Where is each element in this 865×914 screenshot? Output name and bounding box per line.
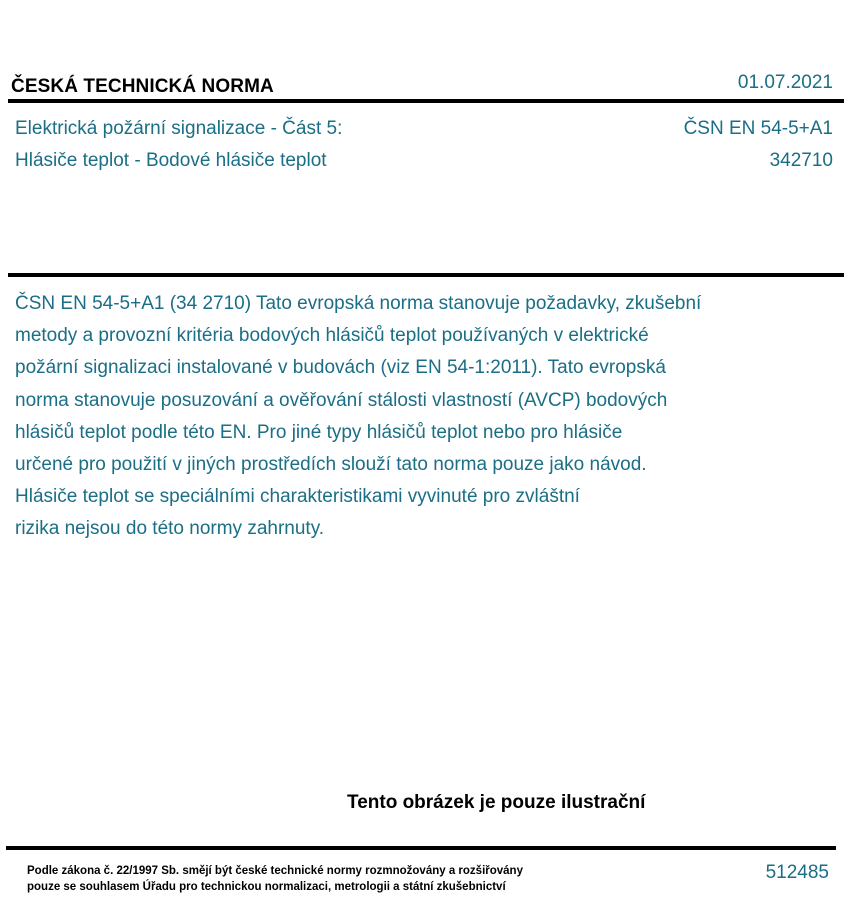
standard-code: ČSN EN 54-5+A1 (683, 118, 833, 139)
abstract-text: ČSN EN 54-5+A1 (34 2710) Tato evropská norma stanovuje požadavky, zkušební metody a provozní kritéria bodových hlásičů teplot používaných v elektrické požární signalizaci instalované v budovách (viz EN 54-1:2011). Tato evropská norma stanovuje posuzování a ověřování stálosti vlastností (AVCP) bodových hlásičů teplot podle této EN. Pro jiné typy hlásičů teplot nebo pro hlásiče určené pro použití v jiných prostředích slouží tato norma pouze jako návod. Hlásiče teplot se speciálními charakteristikami vyvinuté pro zvláštní rizika nejsou do této normy zahrnuty. (15, 293, 702, 540)
legal-notice-line1: Podle zákona č. 22/1997 Sb. smějí být české technické normy rozmnožovány a rozšiřovány (27, 865, 523, 877)
classification-code: 342710 (769, 150, 833, 171)
footer-divider (6, 846, 836, 850)
subject-title-line2: Hlásiče teplot - Bodové hlásiče teplot (15, 150, 327, 171)
section-divider (8, 273, 844, 277)
subject-title-line1: Elektrická požární signalizace - Část 5: (15, 118, 343, 139)
catalog-number: 512485 (765, 862, 829, 883)
document-title: ČESKÁ TECHNICKÁ NORMA (11, 76, 274, 97)
illustration-notice: Tento obrázek je pouze ilustrační (347, 792, 646, 813)
legal-notice-line2: pouze se souhlasem Úřadu pro technickou normalizaci, metrologii a státní zkušebnictví (27, 881, 506, 893)
header-divider (8, 99, 844, 103)
issue-date: 01.07.2021 (737, 72, 833, 93)
legal-notice (27, 863, 523, 895)
